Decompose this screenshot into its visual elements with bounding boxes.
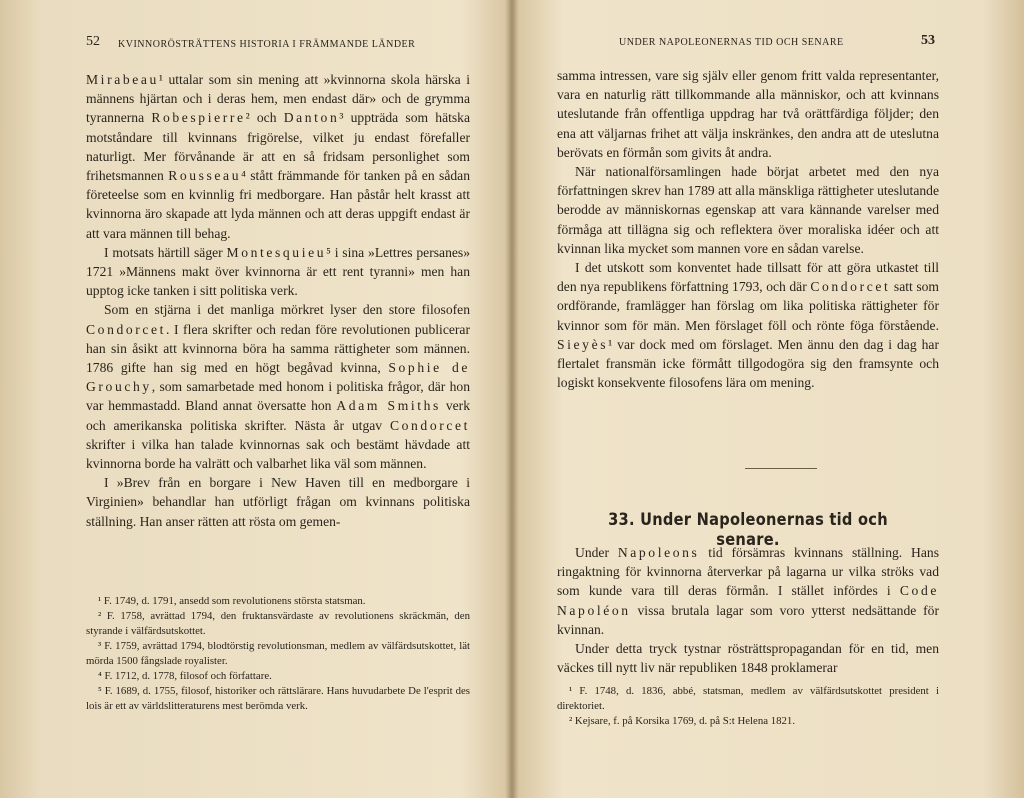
text-run: I det utskott som konventet hade tillsatt för att göra utkastet till den nya republikens författning 1793, och där <box>557 260 939 295</box>
paragraph <box>86 473 470 531</box>
paragraph <box>557 162 939 258</box>
spaced-name: Danton <box>283 110 340 126</box>
text-run: ³ uppträda som hätska motståndare till kvinnans frigörelse, vilket ju endast förefaller naturligt. Mer förvånande är att en så fridsam personlighet som frihetsmannen <box>86 110 470 184</box>
spaced-name: Condorcet <box>810 279 891 295</box>
running-head-left: KVINNORÖSTRÄTTENS HISTORIA I FRÄMMANDE LÄNDER <box>118 39 416 50</box>
right-body-text-bottom <box>557 543 939 677</box>
paragraph <box>86 70 470 243</box>
footnote: ⁴ F. 1712, d. 1778, filosof och författare. <box>98 670 272 682</box>
spaced-name: Mirabeau <box>86 72 159 87</box>
spaced-name: Condorcet <box>86 321 167 337</box>
text-run: satt som ordförande, framlägger han förslag om lika politiska rättigheter för kvinnor som för män. Men förslaget föll och rönte föga förstående. <box>557 279 940 333</box>
spaced-name: Condorcet <box>389 417 470 433</box>
text-run: Under detta tryck tystnar rösträttspropagandan för en tid, men väckes till nytt liv när republiken 1848 proklamerar <box>557 641 939 676</box>
text-run: samma intressen, vare sig själv eller genom fritt valda representanter, vara en naturlig rätt tillkommande alla människor, och att kvinnans uteslutande från offentliga uppdrag har två orättfärdiga följder; den ena att väljarnas frihet att välja inskränkes, den andra att de uteslutna berövats en förmån som givits åt andra. <box>557 68 939 160</box>
text-run: ⁵ i sina »Lettres persanes» 1721 »Männens makt över kvinnorna är ett rent tyranni» men han upptog icke tanken i sitt politiska verk. <box>86 244 470 299</box>
footnote: ¹ F. 1748, d. 1836, abbé, statsman, medlem av välfärdsutskottet president i direktoriet. <box>557 685 939 712</box>
paragraph <box>86 243 470 301</box>
text-run: När nationalförsamlingen hade börjat arbetet med den nya författningen skrev han 1789 att alla mänskliga rättigheter uteslutande berodde av människornas egenskap att vara kännande varelser med förmåga att tillägna sig och reflektera över moraliska idéer och att kvinnan lika mycket som mannen vore en sådan varelse. <box>557 164 939 256</box>
left-body-text <box>86 70 470 531</box>
footnote: ⁵ F. 1689, d. 1755, filosof, historiker och rättslärare. Hans huvudarbete De l'esprit des lois är ett av världslitteraturens mest berömda verk. <box>86 685 470 712</box>
text-run: ¹ uttalar som sin mening att »kvinnorna skola härska i männens hjärtan och i deras hem, men endast där» och de grymma tyrannerna <box>86 72 470 126</box>
spaced-name: Adam Smiths <box>336 398 441 414</box>
text-run: I motsats härtill säger <box>104 244 227 260</box>
spaced-name: Sophie de Grouchy <box>86 360 470 395</box>
paragraph <box>557 543 939 639</box>
text-run: Som en stjärna i det manliga mörkret lyser den store filosofen <box>104 302 470 318</box>
right-page <box>519 0 1024 798</box>
text-run: Under <box>575 545 618 560</box>
text-run: tid försämras kvinnans ställning. Hans ringaktning för kvinnorna återverkar på lagarna ur vilka ströks vad som kunde vara till deras förmån. I stället infördes i <box>557 545 939 599</box>
spaced-name: Montesquieu <box>226 244 327 260</box>
text-run: ⁴ stått främmande för tanken på en sådan företeelse som en kvinnlig fri medborgare. Han påstår helt krasst att kvinnorna äro skapade att lyda männen och att deras uppgift endast är att vara männen till behag. <box>86 168 470 241</box>
running-head-right: UNDER NAPOLEONERNAS TID OCH SENARE <box>619 37 844 48</box>
text-run: ¹ var dock med om förslaget. Men ännu den dag i dag har flertalet fransmän icke förmått tillgodogöra sig den framsynte och logiskt konsekvente filosofens lära om mening. <box>557 336 939 391</box>
right-footnotes <box>557 684 939 729</box>
text-run: verk och amerikanska politiska skrifter. Nästa år utgav <box>86 398 471 433</box>
text-run: . I flera skrifter och redan före revolutionen publicerar han sin åsikt att kvinnorna böra ha samma rättigheter som männen. 1786 gifte han sig med en högt begåvad kvinna, <box>86 321 470 376</box>
spaced-name: Code Napoléon <box>557 583 939 618</box>
paragraph <box>557 66 939 162</box>
paragraph <box>557 258 939 392</box>
spaced-name: Robespierre <box>151 110 246 126</box>
book-gutter <box>505 0 519 798</box>
text-run: ² och <box>245 110 284 126</box>
left-page <box>0 0 505 798</box>
right-body-text-top <box>557 66 939 392</box>
text-run: vissa brutala lagar som voro ytterst nedsättande för kvinnan. <box>557 602 939 637</box>
footnote: ² F. 1758, avrättad 1794, den fruktansvärdaste av revolutionens skräckmän, den styrande i välfärdsutskottet. <box>86 610 470 637</box>
footnote: ³ F. 1759, avrättad 1794, blodtörstig revolutionsman, medlem av välfärdsutskottet, lät mörda 1500 fångslade royalister. <box>86 640 470 667</box>
section-divider <box>745 468 817 469</box>
text-run: skrifter i vilka han talade kvinnornas sak och bestämt hävdade att kvinnorna borde ha valrätt och valbarhet lika väl som männen. <box>86 436 470 472</box>
footnote: ² Kejsare, f. på Korsika 1769, d. på S:t Helena 1821. <box>569 715 796 727</box>
spaced-name: Rousseau <box>168 168 242 184</box>
left-footnotes <box>86 594 470 714</box>
text-run: I »Brev från en borgare i New Haven till en medborgare i Virginien» behandlar han utförligt frågan om kvinnans politiska ställning. Han anser rätten att rösta om gemen- <box>86 475 470 529</box>
paragraph <box>557 639 939 677</box>
spaced-name: Sieyès <box>557 336 609 352</box>
section-heading: 33. Under Napoleonernas tid och senare. <box>608 510 888 550</box>
spaced-name: Napoleons <box>617 545 700 560</box>
page-number-right: 53 <box>921 33 935 48</box>
paragraph <box>86 300 470 473</box>
footnote: ¹ F. 1749, d. 1791, ansedd som revolutionens största statsman. <box>98 595 366 607</box>
page-number-left: 52 <box>86 34 100 49</box>
text-run: , som samarbetade med honom i politiska frågor, där hon var hemmastadd. Bland annat översatte hon <box>86 379 470 414</box>
